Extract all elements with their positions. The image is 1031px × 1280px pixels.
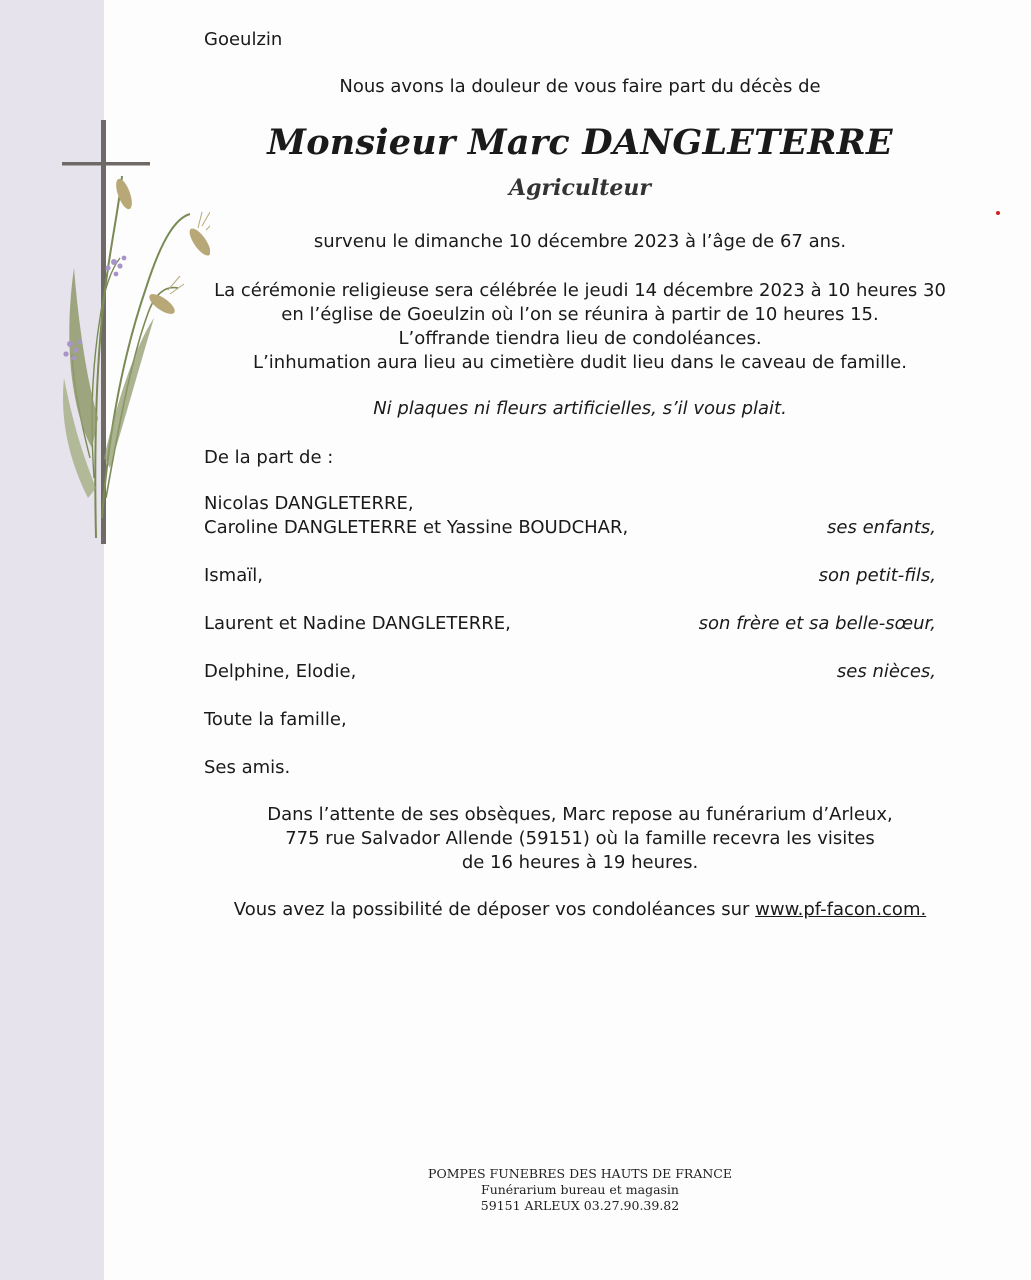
flower-bud (111, 259, 117, 265)
repose-line: Dans l’attente de ses obsèques, Marc repose au funérarium d’Arleux, (267, 804, 893, 825)
family-relation: son petit-fils, (818, 565, 936, 586)
wheat-stem (106, 288, 178, 498)
family-row (204, 660, 936, 708)
deceased-name: Monsieur Marc DANGLETERRE (267, 122, 893, 163)
ceremony-line: L’inhumation aura lieu au cimetière dudit lieu dans le caveau de famille. (253, 352, 907, 373)
flower-bud (63, 351, 68, 356)
condolences-line (210, 899, 950, 920)
flower-bud (72, 356, 77, 361)
ceremony-line: en l’église de Goeulzin où l’on se réunira à partir de 10 heures 15. (281, 304, 879, 325)
family-names: Ses amis. (204, 757, 291, 778)
wheat-awns (198, 212, 210, 230)
family-row (204, 492, 936, 564)
repose-line: 775 rue Salvador Allende (59151) où la famille recevra les visites (285, 828, 875, 849)
family-names: Delphine, Elodie, (204, 661, 357, 682)
footer (300, 1166, 860, 1214)
flower-bud (114, 272, 119, 277)
town-name: Goeulzin (204, 29, 283, 50)
footer-services: Funérarium bureau et magasin (481, 1182, 679, 1197)
flower-bud (105, 265, 110, 270)
death-line: survenu le dimanche 10 décembre 2023 à l’âge de 67 ans. (313, 231, 847, 252)
family-name-line: Caroline DANGLETERRE et Yassine BOUDCHAR, (204, 517, 629, 538)
flower-bud (73, 347, 78, 352)
wheat-ear (186, 225, 210, 258)
family-row (204, 612, 936, 660)
deceased-profession: Agriculteur (509, 175, 651, 201)
family-row (204, 756, 936, 804)
cross-horizontal-bar (62, 162, 150, 166)
cross-with-wheat-icon (50, 118, 210, 548)
condolences-link[interactable]: www.pf-facon.com. (755, 899, 927, 920)
flowers-note: Ni plaques ni fleurs artificielles, s’il vous plait. (373, 398, 787, 419)
wheat-awns (168, 276, 184, 294)
intro-line: Nous avons la douleur de vous faire part du décès de (339, 76, 821, 97)
leaf (104, 318, 154, 468)
flower-bud (78, 340, 82, 344)
repose-block (210, 803, 950, 875)
family-row (204, 708, 936, 756)
family-relation: son frère et sa belle-sœur, (698, 613, 936, 634)
from-label: De la part de : (204, 447, 334, 468)
family-name-line: Nicolas DANGLETERRE, (204, 493, 414, 514)
condolences-text: Vous avez la possibilité de déposer vos condoléances sur (233, 899, 756, 920)
family-names: Ismaïl, (204, 565, 263, 586)
footer-address: 59151 ARLEUX 03.27.90.39.82 (480, 1198, 680, 1213)
ceremony-line: L’offrande tiendra lieu de condoléances. (398, 328, 762, 349)
wheat-ear (113, 177, 135, 211)
family-names (204, 492, 628, 540)
flower-bud (67, 341, 73, 347)
ceremony-line: La cérémonie religieuse sera célébrée le jeudi 14 décembre 2023 à 10 heures 30 (214, 280, 946, 301)
wheat-ear (146, 290, 177, 317)
family-row (204, 564, 936, 612)
footer-company: POMPES FUNEBRES DES HAUTS DE FRANCE (428, 1166, 732, 1181)
family-list (204, 492, 936, 804)
family-relation: ses enfants, (827, 517, 936, 538)
flower-bud (122, 256, 127, 261)
family-names: Laurent et Nadine DANGLETERRE, (204, 613, 511, 634)
flower-bud (117, 263, 122, 268)
ceremony-block (210, 279, 950, 375)
stray-dot (996, 211, 1000, 215)
family-names: Toute la famille, (204, 709, 347, 730)
repose-line: de 16 heures à 19 heures. (461, 852, 699, 873)
family-relation: ses nièces, (836, 661, 936, 682)
